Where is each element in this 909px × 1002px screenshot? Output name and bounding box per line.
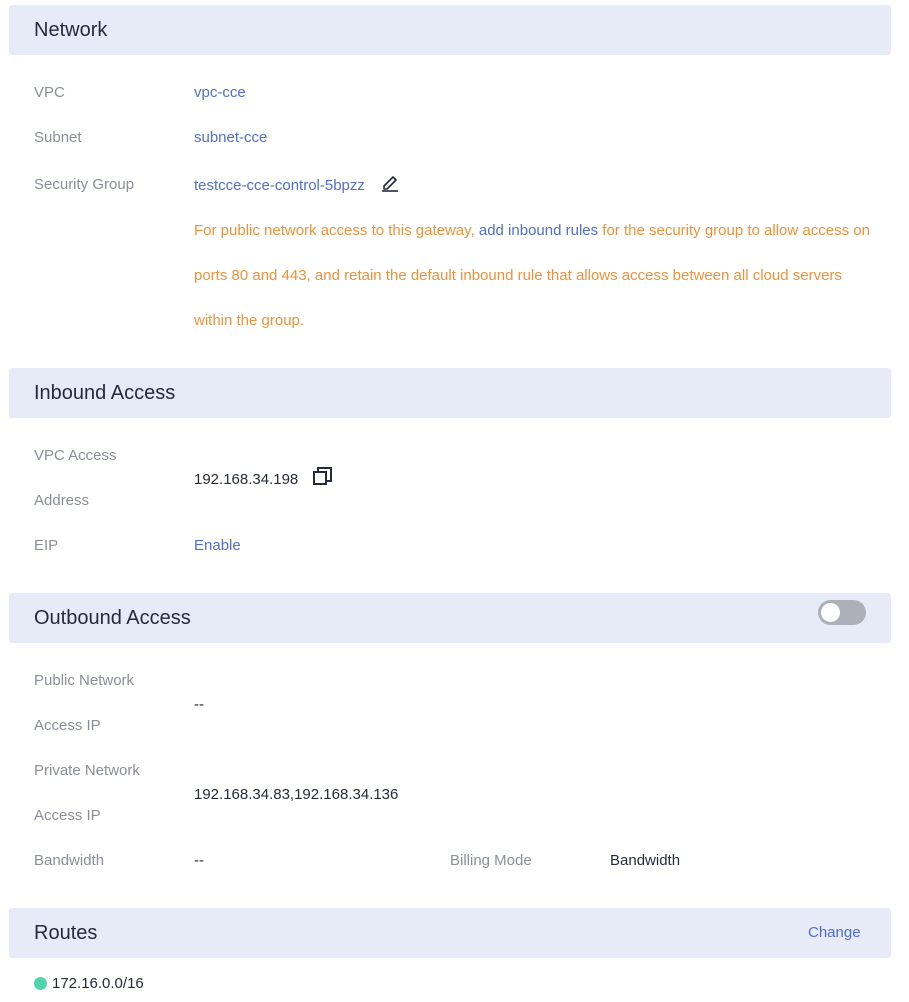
outbound-section-title: Outbound Access [34, 607, 191, 629]
private-access-ip-value: 192.168.34.83,192.168.34.136 [194, 786, 399, 803]
change-routes-link[interactable]: Change [808, 924, 861, 941]
routes-section-title: Routes [34, 922, 98, 944]
security-group-notice [194, 208, 874, 343]
billing-mode-value: Bandwidth [610, 852, 681, 869]
subnet-link[interactable]: subnet-cce [194, 129, 268, 146]
vpc-access-address: 192.168.34.198 [194, 471, 299, 488]
private-access-ip-label-line2: Access IP [34, 807, 101, 824]
notice-prefix: For public network access to this gateway, [194, 222, 479, 239]
outbound-access-toggle[interactable] [818, 600, 866, 625]
eip-enable-link[interactable]: Enable [194, 537, 241, 554]
network-section-header [9, 5, 891, 55]
public-access-ip-label-line1: Public Network [34, 672, 135, 689]
vpc-access-label-line2: Address [34, 492, 90, 509]
notice-suffix: for the security group to allow access on ports 80 and 443, and retain the default inbound rule that allows access between all cloud servers within the group. [194, 222, 870, 329]
network-section-title: Network [34, 19, 108, 41]
eip-label: EIP [34, 537, 59, 554]
route-status-dot [34, 977, 47, 990]
pencil-icon[interactable] [380, 172, 400, 197]
security-group-label: Security Group [34, 176, 135, 193]
inbound-section-header [9, 368, 891, 418]
outbound-section-header [9, 593, 891, 643]
vpc-link[interactable]: vpc-cce [194, 84, 246, 101]
copy-icon[interactable] [312, 466, 334, 493]
inbound-section-title: Inbound Access [34, 382, 176, 404]
add-inbound-rules-link[interactable]: add inbound rules [478, 222, 599, 239]
vpc-access-label-line1: VPC Access [34, 447, 117, 464]
vpc-label: VPC [34, 84, 65, 101]
bandwidth-value: -- [194, 852, 204, 869]
billing-mode-label: Billing Mode [450, 852, 532, 869]
toggle-knob [821, 603, 840, 622]
public-access-ip-value: -- [194, 696, 204, 713]
private-access-ip-label-line1: Private Network [34, 762, 140, 779]
subnet-label: Subnet [34, 129, 82, 146]
routes-section-header [9, 908, 891, 958]
bandwidth-label: Bandwidth [34, 852, 105, 869]
route-cidr: 172.16.0.0/16 [52, 975, 144, 992]
security-group-link[interactable]: testcce-cce-control-5bpzz [194, 177, 365, 194]
public-access-ip-label-line2: Access IP [34, 717, 101, 734]
